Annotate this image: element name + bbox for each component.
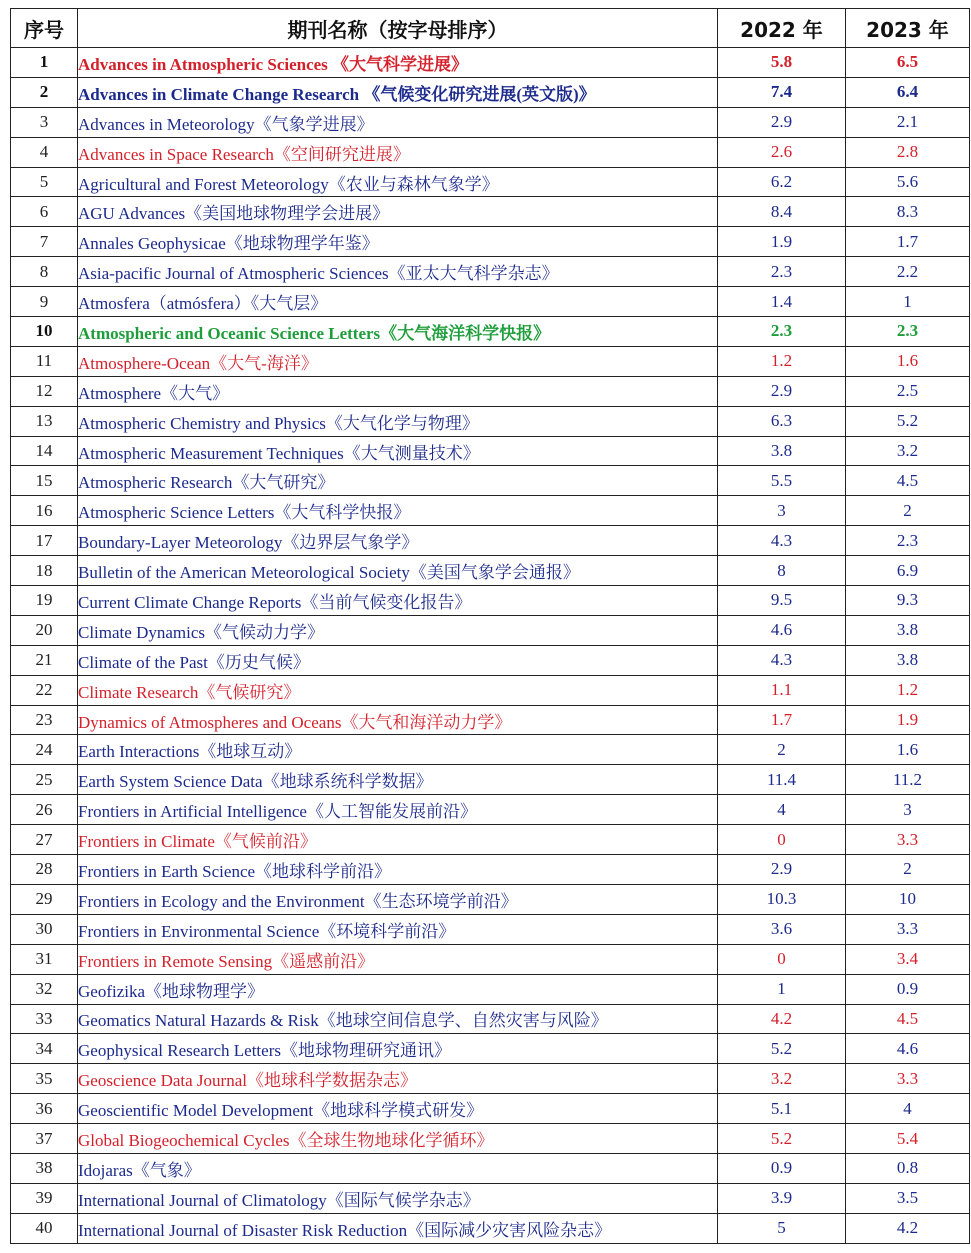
value-2022: 9.5 (718, 586, 846, 616)
journal-name: International Journal of Disaster Risk Reduction《国际减少灾害风险杂志》 (78, 1213, 718, 1243)
journal-name: Agricultural and Forest Meteorology《农业与森林气象学》 (78, 167, 718, 197)
value-2022: 5.1 (718, 1094, 846, 1124)
value-2023: 5.4 (846, 1124, 970, 1154)
row-number: 2 (11, 77, 78, 107)
value-2022: 0.9 (718, 1153, 846, 1183)
value-2022: 3.6 (718, 914, 846, 944)
row-number: 30 (11, 914, 78, 944)
journal-name: Frontiers in Environmental Science《环境科学前沿》 (78, 914, 718, 944)
table-row (11, 107, 970, 137)
row-number: 10 (11, 317, 78, 347)
journal-name: Geophysical Research Letters《地球物理研究通讯》 (78, 1034, 718, 1064)
journal-name: Current Climate Change Reports《当前气候变化报告》 (78, 586, 718, 616)
value-2022: 4 (718, 795, 846, 825)
journal-name: Geoscientific Model Development《地球科学模式研发》 (78, 1094, 718, 1124)
table-row (11, 705, 970, 735)
row-number: 13 (11, 406, 78, 436)
row-number: 6 (11, 197, 78, 227)
table-row (11, 735, 970, 765)
value-2023: 11.2 (846, 765, 970, 795)
table-row (11, 1213, 970, 1243)
row-number: 31 (11, 944, 78, 974)
row-number: 11 (11, 346, 78, 376)
row-number: 9 (11, 287, 78, 317)
journal-name: Atmosfera（atmósfera）《大气层》 (78, 287, 718, 317)
value-2023: 8.3 (846, 197, 970, 227)
table-row (11, 645, 970, 675)
value-2022: 2.9 (718, 855, 846, 885)
table-row (11, 1004, 970, 1034)
value-2023: 10 (846, 884, 970, 914)
value-2022: 4.6 (718, 615, 846, 645)
journal-name: Atmosphere《大气》 (78, 376, 718, 406)
header-row (11, 9, 970, 48)
row-number: 27 (11, 825, 78, 855)
journal-name: Boundary-Layer Meteorology《边界层气象学》 (78, 526, 718, 556)
value-2023: 2.8 (846, 137, 970, 167)
journal-name: Frontiers in Earth Science《地球科学前沿》 (78, 855, 718, 885)
row-number: 18 (11, 556, 78, 586)
value-2023: 0.8 (846, 1153, 970, 1183)
value-2023: 3 (846, 795, 970, 825)
value-2023: 4 (846, 1094, 970, 1124)
table-row (11, 406, 970, 436)
value-2023: 1.9 (846, 705, 970, 735)
value-2022: 5.5 (718, 466, 846, 496)
value-2023: 5.2 (846, 406, 970, 436)
table-row (11, 346, 970, 376)
value-2023: 2 (846, 855, 970, 885)
row-number: 19 (11, 586, 78, 616)
table-row (11, 257, 970, 287)
value-2022: 7.4 (718, 77, 846, 107)
value-2022: 4.3 (718, 526, 846, 556)
journal-name: Climate Research《气候研究》 (78, 675, 718, 705)
row-number: 23 (11, 705, 78, 735)
row-number: 20 (11, 615, 78, 645)
table-row (11, 287, 970, 317)
value-2023: 0.9 (846, 974, 970, 1004)
row-number: 40 (11, 1213, 78, 1243)
header-2023: 2023 年 (846, 9, 970, 48)
value-2022: 4.2 (718, 1004, 846, 1034)
value-2023: 3.8 (846, 645, 970, 675)
row-number: 16 (11, 496, 78, 526)
value-2023: 3.8 (846, 615, 970, 645)
journal-name: Frontiers in Ecology and the Environment《生态环境学前沿》 (78, 884, 718, 914)
value-2023: 4.2 (846, 1213, 970, 1243)
row-number: 38 (11, 1153, 78, 1183)
value-2022: 5 (718, 1213, 846, 1243)
table-row (11, 436, 970, 466)
table-row (11, 137, 970, 167)
table-row (11, 376, 970, 406)
journal-name: Earth Interactions《地球互动》 (78, 735, 718, 765)
table-row (11, 197, 970, 227)
value-2022: 2.9 (718, 376, 846, 406)
journal-name: International Journal of Climatology《国际气候学杂志》 (78, 1183, 718, 1213)
value-2023: 3.2 (846, 436, 970, 466)
row-number: 1 (11, 48, 78, 78)
journal-name: Geofizika《地球物理学》 (78, 974, 718, 1004)
row-number: 28 (11, 855, 78, 885)
table-row (11, 167, 970, 197)
row-number: 21 (11, 645, 78, 675)
value-2022: 11.4 (718, 765, 846, 795)
value-2023: 3.3 (846, 1064, 970, 1094)
value-2023: 1 (846, 287, 970, 317)
journal-name: Climate of the Past《历史气候》 (78, 645, 718, 675)
value-2023: 4.5 (846, 1004, 970, 1034)
value-2023: 2.2 (846, 257, 970, 287)
table-row (11, 227, 970, 257)
row-number: 25 (11, 765, 78, 795)
journal-name: Advances in Climate Change Research 《气候变化研究进展(英文版)》 (78, 77, 718, 107)
header-no: 序号 (11, 9, 78, 48)
table-row (11, 615, 970, 645)
table-row (11, 1094, 970, 1124)
table-row (11, 586, 970, 616)
table-row (11, 944, 970, 974)
table-row (11, 77, 970, 107)
journal-name: Idojaras《气象》 (78, 1153, 718, 1183)
row-number: 17 (11, 526, 78, 556)
table-row (11, 765, 970, 795)
value-2022: 2.9 (718, 107, 846, 137)
journal-name: Atmospheric Research《大气研究》 (78, 466, 718, 496)
value-2023: 1.6 (846, 346, 970, 376)
table-row (11, 466, 970, 496)
header-name: 期刊名称（按字母排序） (78, 9, 718, 48)
value-2022: 1 (718, 974, 846, 1004)
row-number: 26 (11, 795, 78, 825)
journal-name: Annales Geophysicae《地球物理学年鉴》 (78, 227, 718, 257)
value-2023: 2.5 (846, 376, 970, 406)
journal-name: Global Biogeochemical Cycles《全球生物地球化学循环》 (78, 1124, 718, 1154)
journal-name: Advances in Space Research《空间研究进展》 (78, 137, 718, 167)
value-2023: 1.6 (846, 735, 970, 765)
journal-name: Bulletin of the American Meteorological Society《美国气象学会通报》 (78, 556, 718, 586)
value-2022: 3.8 (718, 436, 846, 466)
value-2022: 5.2 (718, 1034, 846, 1064)
table-row (11, 974, 970, 1004)
value-2023: 2 (846, 496, 970, 526)
row-number: 35 (11, 1064, 78, 1094)
table-row (11, 1153, 970, 1183)
value-2023: 9.3 (846, 586, 970, 616)
row-number: 34 (11, 1034, 78, 1064)
journal-name: Frontiers in Climate《气候前沿》 (78, 825, 718, 855)
table-row (11, 1034, 970, 1064)
value-2023: 3.4 (846, 944, 970, 974)
row-number: 36 (11, 1094, 78, 1124)
table-row (11, 556, 970, 586)
header-2022: 2022 年 (718, 9, 846, 48)
value-2023: 2.3 (846, 317, 970, 347)
value-2022: 6.2 (718, 167, 846, 197)
value-2023: 2.3 (846, 526, 970, 556)
journal-name: Atmospheric and Oceanic Science Letters《大气海洋科学快报》 (78, 317, 718, 347)
row-number: 14 (11, 436, 78, 466)
table-row (11, 1183, 970, 1213)
table-row (11, 1124, 970, 1154)
value-2022: 0 (718, 825, 846, 855)
table-row (11, 496, 970, 526)
table-row (11, 675, 970, 705)
journal-name: Frontiers in Remote Sensing《遥感前沿》 (78, 944, 718, 974)
row-number: 37 (11, 1124, 78, 1154)
value-2023: 6.9 (846, 556, 970, 586)
value-2022: 3.2 (718, 1064, 846, 1094)
row-number: 39 (11, 1183, 78, 1213)
table-row (11, 1064, 970, 1094)
journal-name: Geomatics Natural Hazards & Risk《地球空间信息学、自然灾害与风险》 (78, 1004, 718, 1034)
journal-name: Atmosphere-Ocean《大气-海洋》 (78, 346, 718, 376)
journal-table (10, 8, 970, 1244)
table-row (11, 317, 970, 347)
value-2022: 1.2 (718, 346, 846, 376)
journal-name: Dynamics of Atmospheres and Oceans《大气和海洋动力学》 (78, 705, 718, 735)
value-2022: 4.3 (718, 645, 846, 675)
value-2022: 2.3 (718, 317, 846, 347)
value-2022: 2.6 (718, 137, 846, 167)
journal-name: Frontiers in Artificial Intelligence《人工智能发展前沿》 (78, 795, 718, 825)
table-row (11, 884, 970, 914)
journal-name: Atmospheric Chemistry and Physics《大气化学与物理》 (78, 406, 718, 436)
value-2022: 2 (718, 735, 846, 765)
row-number: 15 (11, 466, 78, 496)
row-number: 7 (11, 227, 78, 257)
journal-name: Geoscience Data Journal《地球科学数据杂志》 (78, 1064, 718, 1094)
row-number: 3 (11, 107, 78, 137)
value-2023: 2.1 (846, 107, 970, 137)
value-2023: 6.4 (846, 77, 970, 107)
journal-name: AGU Advances《美国地球物理学会进展》 (78, 197, 718, 227)
row-number: 8 (11, 257, 78, 287)
value-2022: 8.4 (718, 197, 846, 227)
journal-name: Asia-pacific Journal of Atmospheric Sciences《亚太大气科学杂志》 (78, 257, 718, 287)
row-number: 4 (11, 137, 78, 167)
value-2023: 3.3 (846, 825, 970, 855)
table-row (11, 48, 970, 78)
value-2023: 4.5 (846, 466, 970, 496)
value-2022: 1.7 (718, 705, 846, 735)
value-2023: 5.6 (846, 167, 970, 197)
row-number: 24 (11, 735, 78, 765)
table-row (11, 526, 970, 556)
value-2022: 0 (718, 944, 846, 974)
value-2022: 10.3 (718, 884, 846, 914)
table-row (11, 855, 970, 885)
journal-name: Climate Dynamics《气候动力学》 (78, 615, 718, 645)
value-2023: 6.5 (846, 48, 970, 78)
journal-name: Atmospheric Measurement Techniques《大气测量技术》 (78, 436, 718, 466)
table-row (11, 914, 970, 944)
value-2023: 1.2 (846, 675, 970, 705)
value-2022: 3.9 (718, 1183, 846, 1213)
journal-name: Atmospheric Science Letters《大气科学快报》 (78, 496, 718, 526)
value-2023: 3.5 (846, 1183, 970, 1213)
journal-name: Advances in Atmospheric Sciences 《大气科学进展》 (78, 48, 718, 78)
row-number: 12 (11, 376, 78, 406)
value-2022: 6.3 (718, 406, 846, 436)
row-number: 22 (11, 675, 78, 705)
table-row (11, 795, 970, 825)
table-row (11, 825, 970, 855)
value-2022: 1.9 (718, 227, 846, 257)
value-2023: 1.7 (846, 227, 970, 257)
value-2022: 8 (718, 556, 846, 586)
value-2022: 2.3 (718, 257, 846, 287)
value-2022: 5.2 (718, 1124, 846, 1154)
row-number: 5 (11, 167, 78, 197)
value-2023: 3.3 (846, 914, 970, 944)
value-2022: 5.8 (718, 48, 846, 78)
value-2023: 4.6 (846, 1034, 970, 1064)
value-2022: 1.4 (718, 287, 846, 317)
row-number: 32 (11, 974, 78, 1004)
row-number: 33 (11, 1004, 78, 1034)
value-2022: 3 (718, 496, 846, 526)
row-number: 29 (11, 884, 78, 914)
value-2022: 1.1 (718, 675, 846, 705)
journal-name: Advances in Meteorology《气象学进展》 (78, 107, 718, 137)
journal-name: Earth System Science Data《地球系统科学数据》 (78, 765, 718, 795)
